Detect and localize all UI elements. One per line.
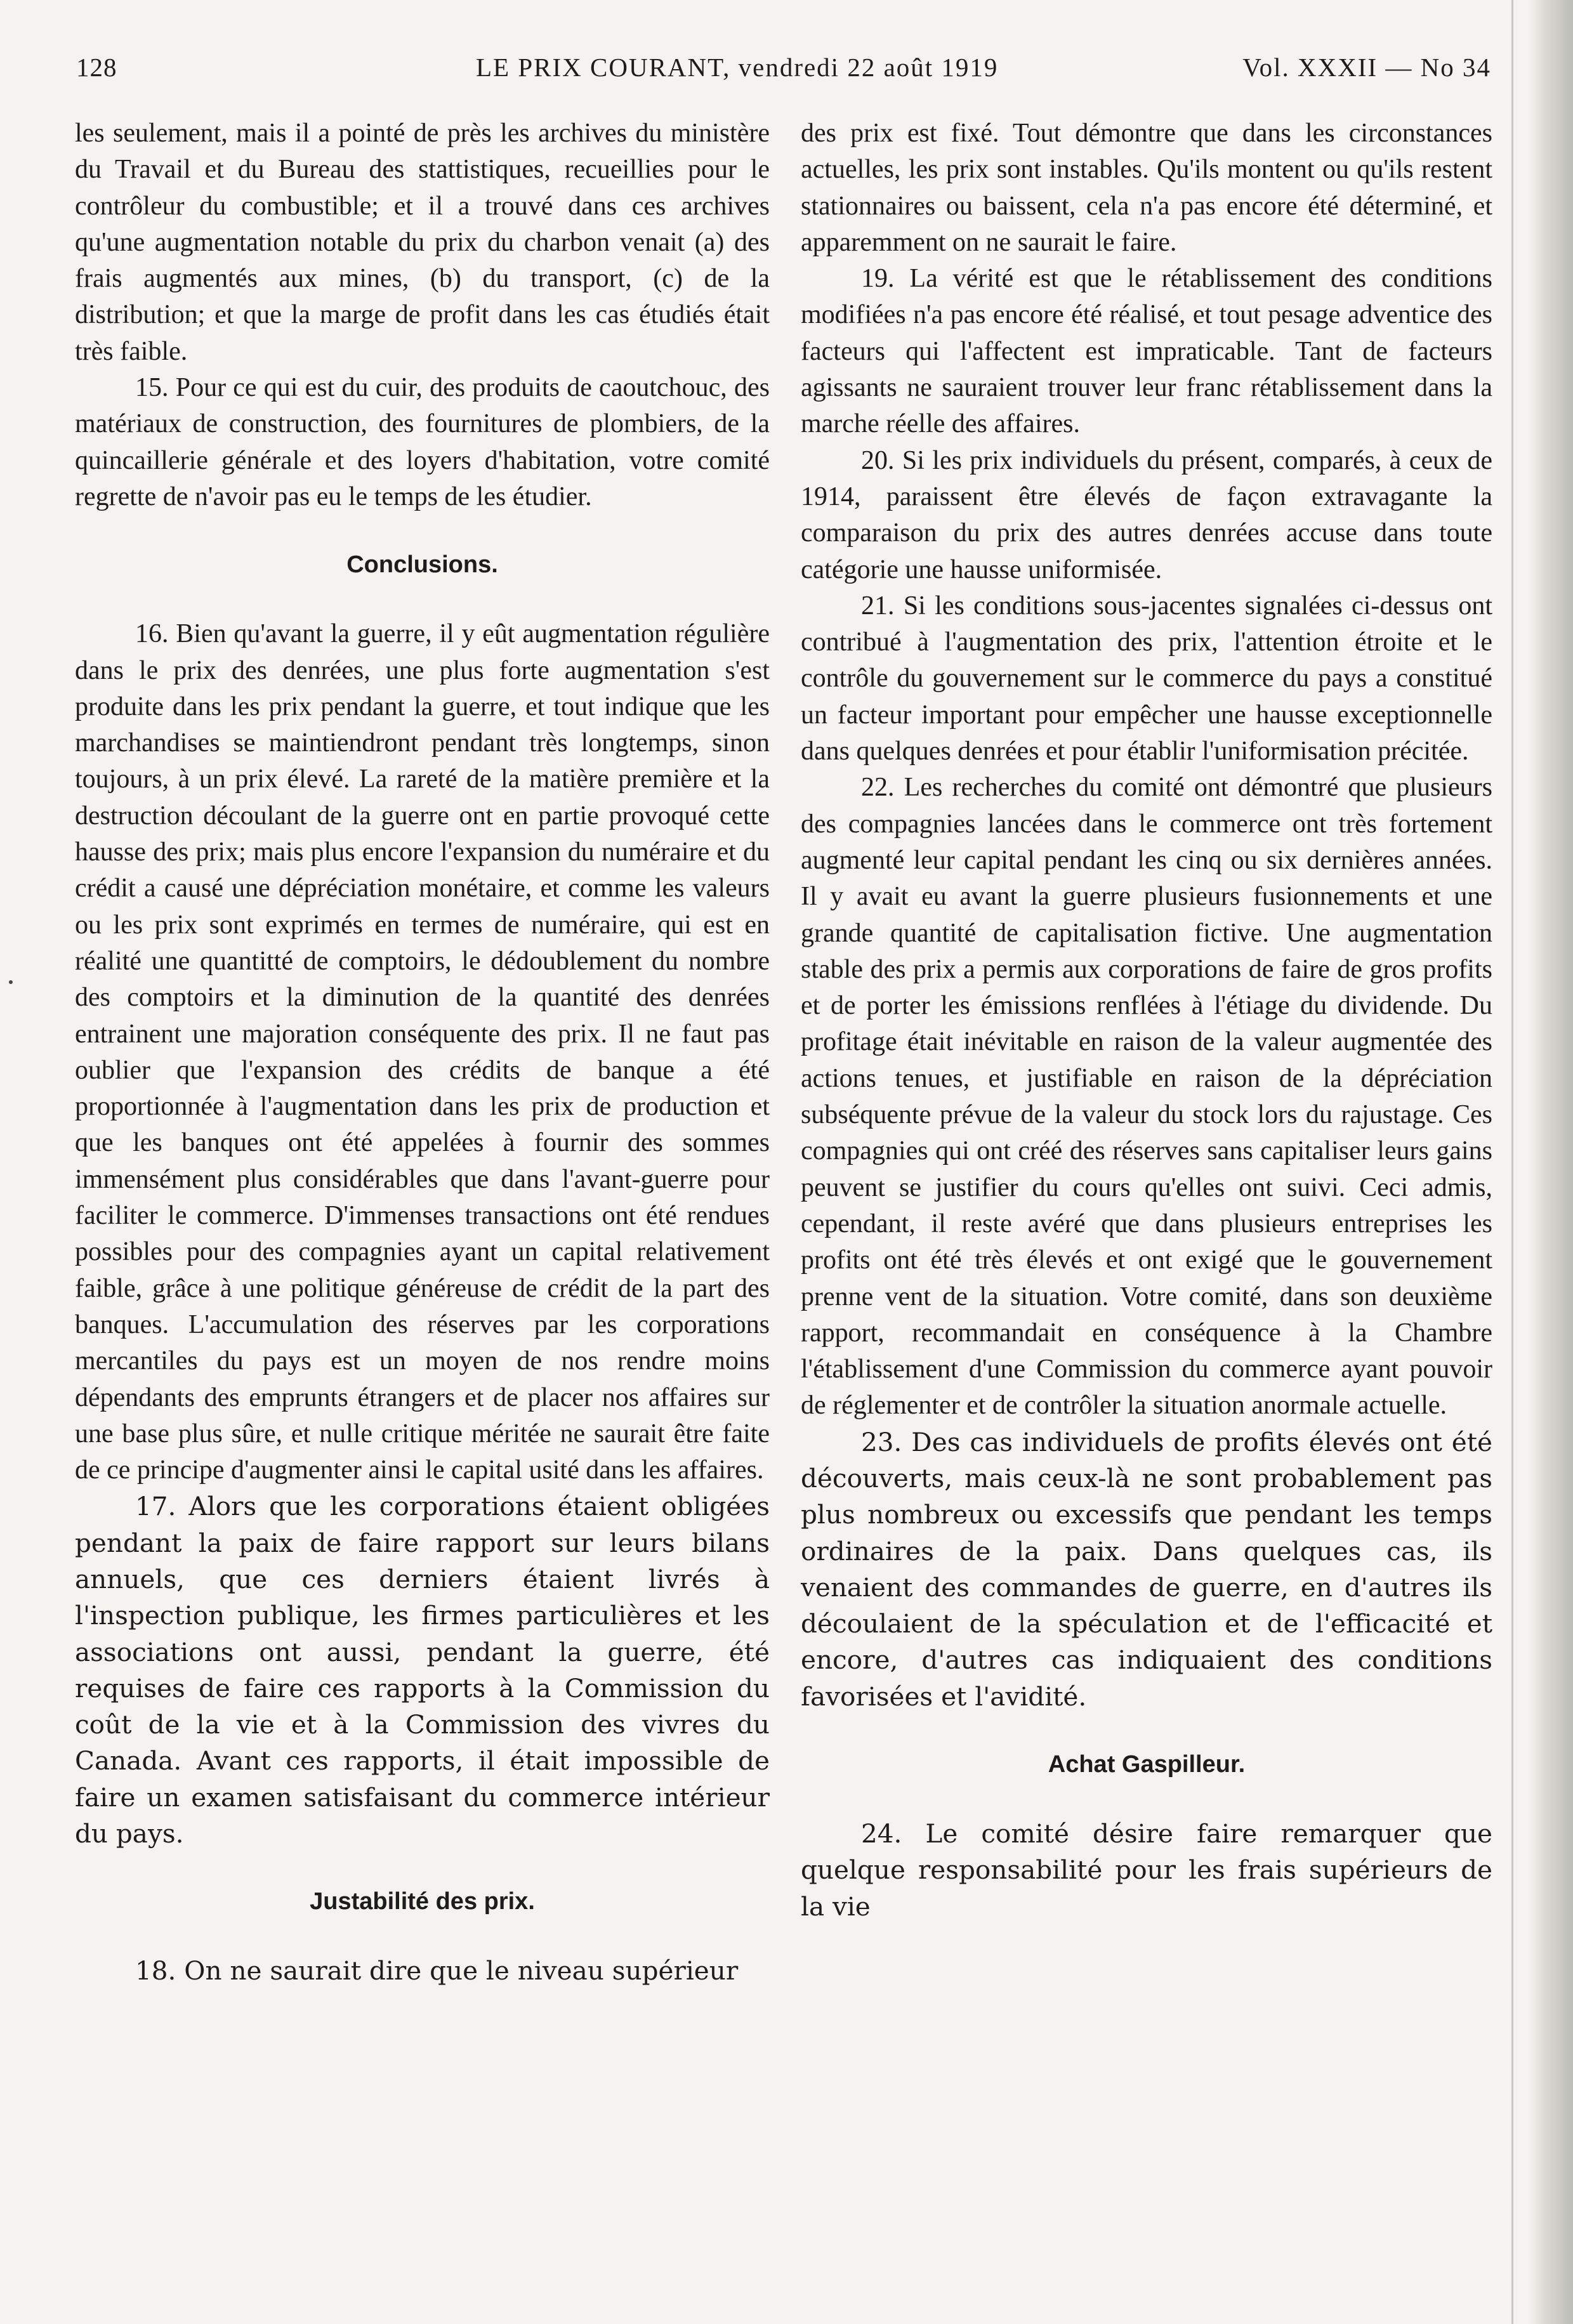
paragraph-20: 20. Si les prix individuels du présent, comparés, à ceux de 1914, paraissent être élevés de façon extravagante la comparaison du prix des autres denrées accuse dans toute catégorie une hausse uniformisée. (801, 445, 1492, 584)
paragraph-intro-right: des prix est fixé. Tout démontre que dans les circonstances actuelles, les prix sont instables. Qu'ils montent ou qu'ils restent stationnaires ou baissent, cela n'a pas encore été déterminé, et apparemment on ne saurait le faire. (801, 119, 1492, 257)
paragraph-intro-left: les seulement, mais il a pointé de près les archives du ministère du Travail et du Bureau des stattistiques, recueillies pour le contrôleur du combustible; et il a trouvé dans ces archives qu'une augmentation notable du prix du charbon venait (a) des frais augmentés aux mines, (b) du transport, (c) de la distribution; et que la marge de profit dans les cas étudiés était très faible. (75, 119, 770, 366)
paragraph-17: 17. Alors que les corporations étaient obligées pendant la paix de faire rapport sur leurs bilans annuels, que ces derniers étaient livrés à l'inspection publique, les firmes particulières et les associations ont aussi, pendant la guerre, été requises de faire ces rapports à la Commission du coût de la vie et à la Commission des vivres du Canada. Avant ces rapports, il était impossible de faire un examen satisfaisant du commerce intérieur du pays. (75, 1491, 770, 1849)
page-edge-line (1511, 0, 1513, 2324)
paragraph-21: 21. Si les conditions sous-jacentes signalées ci-dessus ont contribué à l'augmentation des prix, l'attention étroite et le contrôle du gouvernement sur le commerce du pays a constitué un facteur important pour empêcher une hausse exceptionnelle dans quelques denrées et pour établir l'uniformisation précitée. (801, 591, 1492, 766)
paragraph-24: 24. Le comité désire faire remarquer que quelque responsabilité pour les frais supérieurs de la vie (801, 1818, 1492, 1922)
paragraph-16: 16. Bien qu'avant la guerre, il y eût augmentation régulière dans le prix des denrées, une plus forte augmentation s'est produite dans les prix pendant la guerre, et tout indique que les marchandises se maintiendront pendant très longtemps, sinon toujours, à un prix élevé. La rareté de la matière première et la destruction découlant de la guerre ont en partie provoqué cette hausse des prix; mais plus encore l'expansion du numéraire et du crédit a causé une dépréciation monétaire, et comme les valeurs ou les prix sont exprimés en termes de numéraire, qui est en réalité une quantitté de comptoirs, le dédoublement du nombre des comptoirs et la diminution de la quantité des denrées entrainent une majoration conséquente des prix. Il ne faut pas oublier que l'expansion des crédits de banque a été proportionnée à l'augmentation dans les prix de production et que les banques ont été appelées à fournir des sommes immensément plus considérables que dans l'avant-guerre pour faciliter le commerce. D'immenses transactions ont été rendues possibles pour des compagnies ayant un capital relativement faible, grâce à une politique généreuse de crédit de la part des banques. L'accumulation des réserves par les corporations mercantiles du pays est un moyen de nos rendre moins dépendants des emprunts étrangers et de placer nos affaires sur une base plus sûre, et nulle critique méritée ne saurait être faite de ce principe d'augmenter ainsi le capital usité dans les affaires. (75, 619, 770, 1485)
publication-title: LE PRIX COURANT, vendredi 22 août 1919 (476, 53, 999, 82)
page-number: 128 (76, 53, 117, 82)
paragraph-23: 23. Des cas individuels de profits élevés ont été découverts, mais ceux-là ne sont probablement pas plus nombreux ou excessifs que pendant les temps ordinaires de la paix. Dans quelques cas, ils venaient des commandes de guerre, en d'autres ils découlaient de la spéculation et de l'efficacité et encore, d'autres cas indiquaient des conditions favorisées et l'avidité. (801, 1426, 1492, 1712)
heading-justabilite: Justabilité des prix. (310, 1888, 535, 1915)
margin-speck (9, 980, 13, 984)
paragraph-15: 15. Pour ce qui est du cuir, des produits de caoutchouc, des matériaux de construction, des fournitures de plombiers, de la quincaillerie générale et des loyers d'habitation, votre comité regrette de n'avoir pas eu le temps de les étudier. (75, 373, 770, 511)
heading-achat-gaspilleur: Achat Gaspilleur. (1048, 1751, 1246, 1778)
paragraph-22: 22. Les recherches du comité ont démontré que plusieurs des compagnies lancées dans le commerce ont très fortement augmenté leur capital pendant les cinq ou six dernières années. Il y avait eu avant la guerre plusieurs fusionnements et une grande quantité de capitalisation fictive. Une augmentation stable des prix a permis aux corporations de faire de gros profits et de porter les émissions renflées à l'étiage du dividende. Du profitage était inévitable en raison de la valeur augmentée des actions tenues, et justifiable en raison de la dépréciation subséquente prévue de la valeur du stock lors du rajustage. Ces compagnies qui ont créé des réserves sans capitaliser leurs gains peuvent se justifier du cours qu'elles ont suivi. Ceci admis, cependant, il reste avéré que dans plusieurs entreprises les profits ont été très élevés et ont exigé que le gouvernement prenne vent de la situation. Votre comité, dans son deuxième rapport, recommandait en conséquence à la Chambre l'établissement d'une Commission du commerce ayant pouvoir de réglementer et de contrôler la situation anormale actuelle. (801, 773, 1492, 1421)
running-header (76, 52, 1491, 90)
right-column (801, 115, 1492, 1925)
paragraph-19: 19. La vérité est que le rétablissement des conditions modifiées n'a pas encore été réalisé, et tout pesage adventice des facteurs qui l'affectent est impraticable. Tant de facteurs agissants ne sauraient trouver leur franc rétablissement dans la marche réelle des affaires. (801, 264, 1492, 439)
heading-conclusions: Conclusions. (346, 551, 498, 579)
paragraph-18: 18. On ne saurait dire que le niveau supérieur (135, 1955, 739, 1986)
page-edge-shadow (1529, 0, 1573, 2324)
left-column (75, 115, 770, 1990)
volume-number: Vol. XXXII — No 34 (1242, 53, 1491, 82)
